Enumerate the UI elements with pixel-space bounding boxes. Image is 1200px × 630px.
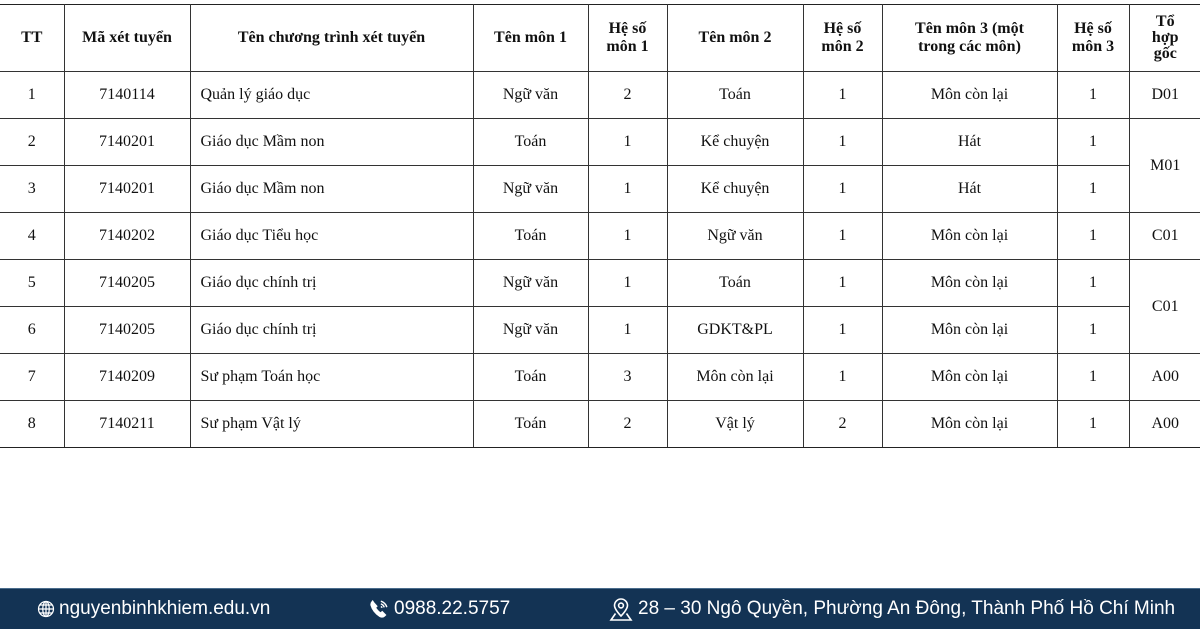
- cell-he-so-mon-2: 2: [803, 401, 882, 448]
- footer-address: [608, 589, 1175, 629]
- cell-tt: 8: [0, 401, 64, 448]
- cell-ten-mon-3: Môn còn lại: [882, 260, 1057, 307]
- cell-ten-chuong-trinh: Giáo dục Tiểu học: [190, 213, 473, 260]
- table-row: [0, 119, 1200, 166]
- cell-ten-chuong-trinh: Sư phạm Vật lý: [190, 401, 473, 448]
- header-he-so-mon-3-line1: Hệ số: [1074, 20, 1112, 37]
- header-he-so-mon-3-line2: môn 3: [1071, 38, 1115, 55]
- cell-he-so-mon-2: 1: [803, 166, 882, 213]
- admissions-table: [0, 4, 1200, 448]
- header-to-hop-goc-line1: Tổ: [1155, 13, 1175, 30]
- cell-ten-mon-2: Toán: [667, 260, 803, 307]
- cell-ten-mon-3: Hát: [882, 166, 1057, 213]
- cell-tt: 6: [0, 307, 64, 354]
- cell-to-hop-goc-merged: C01: [1129, 260, 1200, 354]
- cell-he-so-mon-2: 1: [803, 260, 882, 307]
- cell-ma-xet-tuyen: 7140205: [64, 260, 190, 307]
- cell-he-so-mon-1: 1: [588, 260, 667, 307]
- cell-he-so-mon-3: 1: [1057, 260, 1129, 307]
- phone-icon: [368, 598, 390, 620]
- cell-he-so-mon-1: 2: [588, 401, 667, 448]
- address-text: 28 – 30 Ngô Quyền, Phường An Đông, Thành Phố Hồ Chí Minh: [638, 598, 1176, 619]
- cell-ten-mon-3: Môn còn lại: [882, 307, 1057, 354]
- header-he-so-mon-2-line1: Hệ số: [823, 20, 862, 37]
- cell-ten-mon-2: Kể chuyện: [667, 119, 803, 166]
- cell-he-so-mon-2: 1: [803, 354, 882, 401]
- cell-tt: 5: [0, 260, 64, 307]
- cell-to-hop-goc: A00: [1129, 354, 1200, 401]
- cell-he-so-mon-3: 1: [1057, 119, 1129, 166]
- cell-tt: 3: [0, 166, 64, 213]
- cell-ten-mon-2: GDKT&PL: [667, 307, 803, 354]
- cell-he-so-mon-1: 1: [588, 213, 667, 260]
- cell-he-so-mon-2: 1: [803, 213, 882, 260]
- website-text[interactable]: nguyenbinhkhiem.edu.vn: [59, 598, 271, 619]
- cell-ten-chuong-trinh: Giáo dục chính trị: [190, 307, 473, 354]
- header-ten-mon-1: Tên môn 1: [473, 5, 588, 72]
- cell-ma-xet-tuyen: 7140209: [64, 354, 190, 401]
- cell-to-hop-goc: D01: [1129, 72, 1200, 119]
- cell-he-so-mon-3: 1: [1057, 166, 1129, 213]
- header-he-so-mon-1: [588, 5, 667, 72]
- header-ten-mon-3-line1: Tên môn 3 (một: [915, 20, 1024, 37]
- header-ten-mon-3-line2: trong các môn): [918, 38, 1021, 55]
- table-row: [0, 260, 1200, 307]
- cell-ma-xet-tuyen: 7140211: [64, 401, 190, 448]
- cell-ma-xet-tuyen: 7140201: [64, 166, 190, 213]
- cell-ma-xet-tuyen: 7140201: [64, 119, 190, 166]
- cell-he-so-mon-2: 1: [803, 307, 882, 354]
- header-to-hop-goc-line2: hợp: [1151, 29, 1179, 46]
- cell-ten-mon-1: Ngữ văn: [473, 166, 588, 213]
- header-ten-chuong-trinh: Tên chương trình xét tuyển: [190, 5, 473, 72]
- cell-he-so-mon-1: 1: [588, 166, 667, 213]
- cell-he-so-mon-3: 1: [1057, 307, 1129, 354]
- cell-ten-mon-2: Toán: [667, 72, 803, 119]
- footer-contact-bar: [0, 588, 1200, 629]
- cell-ten-mon-1: Toán: [473, 213, 588, 260]
- cell-he-so-mon-1: 1: [588, 119, 667, 166]
- cell-tt: 1: [0, 72, 64, 119]
- cell-ma-xet-tuyen: 7140202: [64, 213, 190, 260]
- cell-to-hop-goc: C01: [1129, 213, 1200, 260]
- cell-ten-mon-3: Môn còn lại: [882, 213, 1057, 260]
- cell-ten-chuong-trinh: Giáo dục Mầm non: [190, 166, 473, 213]
- cell-he-so-mon-1: 2: [588, 72, 667, 119]
- header-ma-xet-tuyen: Mã xét tuyển: [64, 5, 190, 72]
- header-to-hop-goc: [1129, 5, 1200, 72]
- cell-ten-mon-1: Ngữ văn: [473, 72, 588, 119]
- footer-website[interactable]: [37, 589, 270, 629]
- cell-ten-mon-1: Toán: [473, 354, 588, 401]
- table-row: [0, 72, 1200, 119]
- cell-ten-mon-3: Môn còn lại: [882, 354, 1057, 401]
- cell-ma-xet-tuyen: 7140114: [64, 72, 190, 119]
- cell-ten-mon-3: Hát: [882, 119, 1057, 166]
- cell-ten-chuong-trinh: Quản lý giáo dục: [190, 72, 473, 119]
- header-he-so-mon-2-line2: môn 2: [821, 38, 864, 55]
- globe-icon: [37, 600, 55, 618]
- cell-he-so-mon-3: 1: [1057, 401, 1129, 448]
- header-he-so-mon-3: [1057, 5, 1129, 72]
- header-ten-mon-3: [882, 5, 1057, 72]
- cell-to-hop-goc-merged: M01: [1129, 119, 1200, 213]
- cell-he-so-mon-3: 1: [1057, 213, 1129, 260]
- cell-ten-mon-1: Toán: [473, 119, 588, 166]
- table-row: [0, 401, 1200, 448]
- cell-ten-mon-3: Môn còn lại: [882, 72, 1057, 119]
- cell-he-so-mon-3: 1: [1057, 354, 1129, 401]
- cell-ten-mon-2: Ngữ văn: [667, 213, 803, 260]
- cell-he-so-mon-2: 1: [803, 72, 882, 119]
- header-he-so-mon-1-line1: Hệ số: [608, 20, 647, 37]
- table-row: [0, 307, 1200, 354]
- cell-ten-mon-2: Môn còn lại: [667, 354, 803, 401]
- cell-ten-mon-1: Toán: [473, 401, 588, 448]
- header-to-hop-goc-line3: gốc: [1153, 45, 1177, 62]
- cell-tt: 7: [0, 354, 64, 401]
- cell-he-so-mon-3: 1: [1057, 72, 1129, 119]
- table-row: [0, 166, 1200, 213]
- cell-ten-chuong-trinh: Sư phạm Toán học: [190, 354, 473, 401]
- header-tt: TT: [0, 5, 64, 72]
- cell-ten-mon-3: Môn còn lại: [882, 401, 1057, 448]
- cell-to-hop-goc: A00: [1129, 401, 1200, 448]
- header-row: [0, 5, 1200, 72]
- cell-ten-mon-1: Ngữ văn: [473, 307, 588, 354]
- header-he-so-mon-2: [803, 5, 882, 72]
- cell-he-so-mon-1: 3: [588, 354, 667, 401]
- cell-ten-chuong-trinh: Giáo dục Mầm non: [190, 119, 473, 166]
- header-he-so-mon-1-line2: môn 1: [606, 38, 649, 55]
- cell-he-so-mon-1: 1: [588, 307, 667, 354]
- cell-ma-xet-tuyen: 7140205: [64, 307, 190, 354]
- footer-phone[interactable]: [368, 589, 510, 629]
- cell-he-so-mon-2: 1: [803, 119, 882, 166]
- cell-tt: 4: [0, 213, 64, 260]
- cell-ten-chuong-trinh: Giáo dục chính trị: [190, 260, 473, 307]
- cell-ten-mon-1: Ngữ văn: [473, 260, 588, 307]
- cell-ten-mon-2: Kể chuyện: [667, 166, 803, 213]
- table-row: [0, 213, 1200, 260]
- header-ten-mon-2: Tên môn 2: [667, 5, 803, 72]
- cell-tt: 2: [0, 119, 64, 166]
- table-row: [0, 354, 1200, 401]
- cell-ten-mon-2: Vật lý: [667, 401, 803, 448]
- location-pin-icon: [608, 596, 634, 622]
- phone-text[interactable]: 0988.22.5757: [394, 598, 511, 619]
